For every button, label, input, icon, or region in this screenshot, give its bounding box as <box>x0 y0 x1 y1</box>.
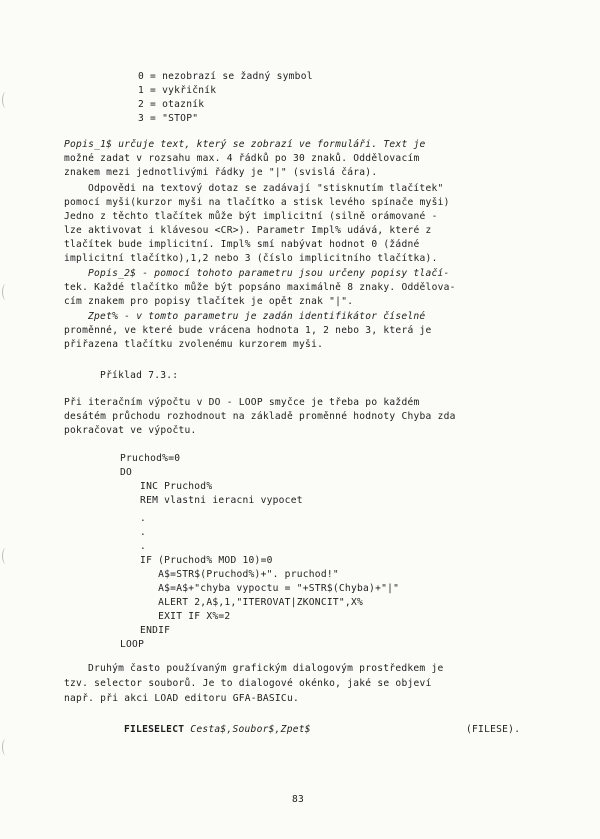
para3-line3: cím znakem pro popisy tlačítek je opět znak "|". <box>64 296 354 307</box>
para2-line1: Odpovědi na textový dotaz se zadávají "stisknutím tlačítek" <box>88 183 444 194</box>
para2-line3: Jedno z těchto tlačítek může být implicitní (silně orámované - <box>64 211 438 222</box>
option-3: 3 = "STOP" <box>138 113 199 124</box>
para2-line4: lze aktivovat i klávesou <CR>). Parametr Impl% udává, které z <box>64 225 432 236</box>
code-line: . <box>128 527 147 538</box>
code-line: EXIT IF X%=2 <box>128 611 231 622</box>
code-line: . <box>128 541 147 552</box>
code-line: LOOP <box>120 639 145 650</box>
para1-line1: Popis_1$ určuje text, který se zobrazí ve formuláři. Text je <box>64 139 426 150</box>
code-line: ENDIF <box>128 625 171 636</box>
fileselect-keyword: FILESELECT <box>124 724 185 735</box>
code-line: IF (Pruchod% MOD 10)=0 <box>128 555 273 566</box>
option-2: 2 = otazník <box>138 99 205 110</box>
para6-line3: např. při akci LOAD editoru GFA-BASICu. <box>64 693 300 704</box>
para3-line1: Popis_2$ - pomocí tohoto parametru jsou určeny popisy tlačí- <box>88 268 450 279</box>
code-line: INC Pruchod% <box>128 481 213 492</box>
para5-line3: pokračovat ve výpočtu. <box>64 425 197 436</box>
code-line: ALERT 2,A$,1,"ITEROVAT|ZKONCIT",X% <box>128 597 364 608</box>
code-line: REM vlastni ieracni vypocet <box>128 495 303 506</box>
para2-line5: tlačítek bude implicitní. Impl% smí nabývat hodnot 0 (žádné <box>64 239 420 250</box>
para3-line2: tek. Každé tlačítko může být popsáno maximálně 8 znaky. Oddělova- <box>64 282 456 293</box>
page-number: 83 <box>292 794 305 805</box>
para5-line2: desátém průchodu rozhodnout na základě proměnné hodnoty Chyba zda <box>64 411 456 422</box>
code-line: . <box>128 513 147 524</box>
option-1: 1 = vykřičník <box>138 85 217 96</box>
margin-mark <box>2 92 9 108</box>
para4-line1: Zpet% - v tomto parametru je zadán identifikátor číselné <box>88 311 426 322</box>
code-line: Pruchod%=0 <box>120 453 181 464</box>
margin-mark <box>2 739 9 755</box>
example-heading: Příklad 7.3.: <box>100 370 179 381</box>
code-line: A$=STR$(Pruchod%)+". pruchod!" <box>128 569 339 580</box>
fileselect-statement <box>124 723 311 736</box>
para1-line3: znakem mezi jednotlivými řádky je "|" (svislá čára). <box>64 167 378 178</box>
code-line: DO <box>120 467 133 478</box>
para4-line2: proměnné, ve které bude vrácena hodnota 1, 2 nebo 3, která je <box>64 325 432 336</box>
para4-line3: přiřazena tlačítku zvolenému kurzorem myši. <box>64 339 324 350</box>
fileselect-args: Cesta$,Soubor$,Zpet$ <box>190 724 311 735</box>
para2-line2: pomocí myši(kurzor myši na tlačítko a stisk levého spínače myši) <box>64 197 450 208</box>
option-0: 0 = nezobrazí se žadný symbol <box>138 71 313 82</box>
para5-line1: Při iteračním výpočtu v DO - LOOP smyčce je třeba po každém <box>64 397 420 408</box>
para6-line1: Druhým často používaným grafickým dialogovým prostředkem je <box>88 663 444 674</box>
fileselect-short: (FILESE). <box>466 724 521 735</box>
para2-line6: implicitní tlačítko),1,2 nebo 3 (číslo implicitního tlačítka). <box>64 253 438 264</box>
code-line: A$=A$+"chyba vypoctu = "+STR$(Chyba)+"|" <box>128 583 400 594</box>
margin-mark <box>2 548 9 564</box>
para1-line2: možné zadat v rozsahu max. 4 řádků po 30 znaků. Oddělovacím <box>64 153 420 164</box>
margin-mark <box>2 284 9 300</box>
para6-line2: tzv. selector souborů. Je to dialogové okénko, jaké se objeví <box>64 678 432 689</box>
